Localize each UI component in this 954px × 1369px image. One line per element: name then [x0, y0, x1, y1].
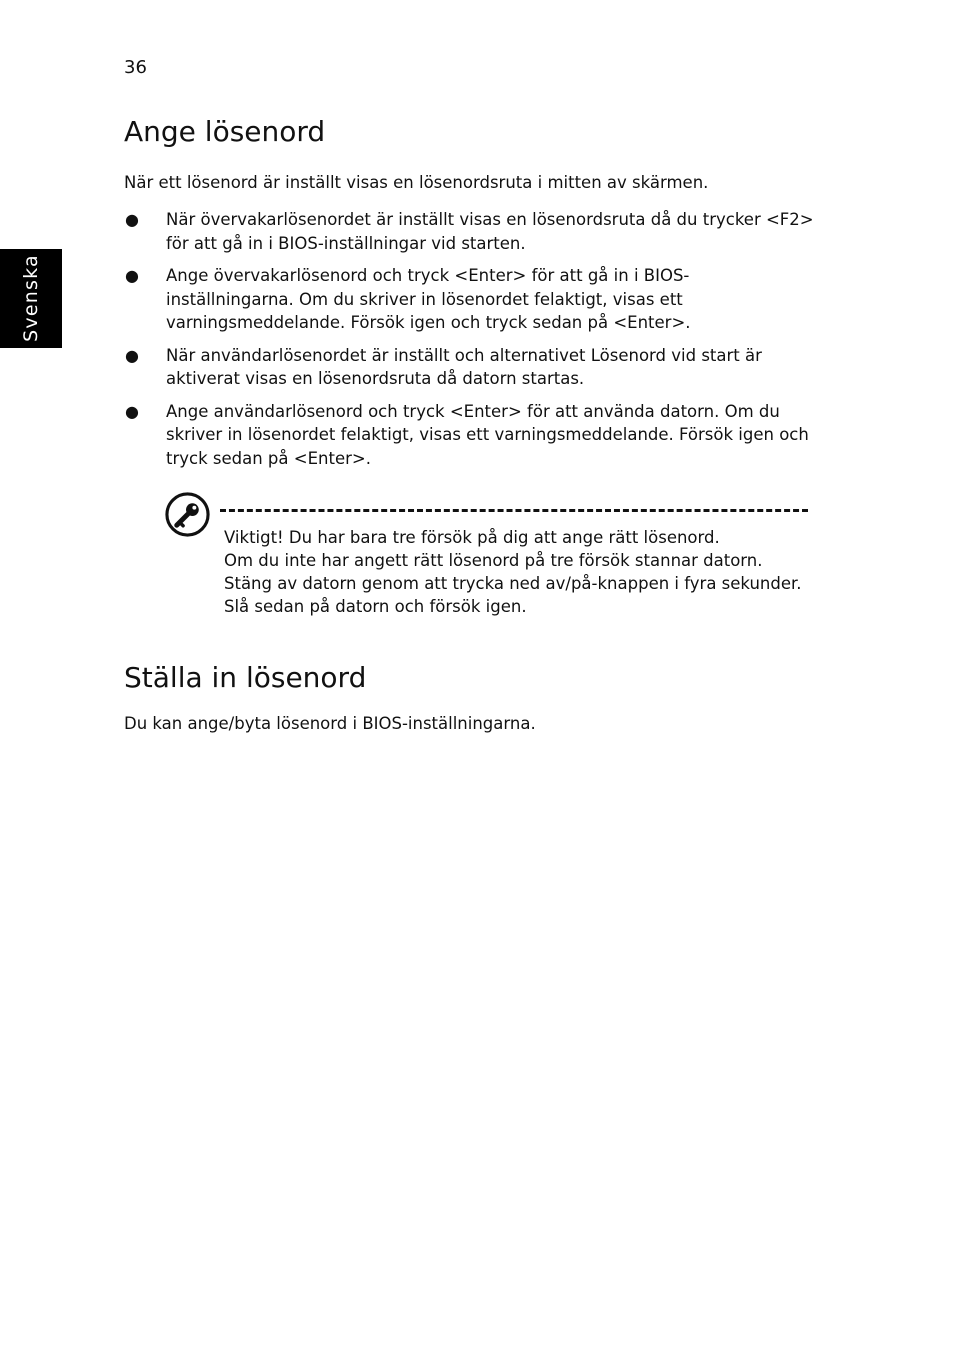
bullet-text: för att gå in i BIOS-inställningar vid starten. — [166, 233, 526, 253]
bullet-icon: ● — [125, 210, 139, 229]
section-stalla-in-losenord — [124, 660, 814, 735]
bullet-text: Ange användarlösenord och tryck — [166, 401, 450, 421]
list-item — [124, 264, 814, 335]
language-tab-label: Svenska — [20, 254, 42, 342]
note-divider — [220, 509, 808, 512]
section-text: Du kan ange/byta lösenord i BIOS-inställningarna. — [124, 714, 536, 733]
bullet-list — [124, 208, 814, 470]
note-line: Om du inte har angett rätt lösenord på tre försök stannar datorn. Stäng av datorn genom att trycka ned av/på-knappen i fyra sekunder. Slå sedan på datorn och försök igen. — [224, 551, 802, 616]
list-item — [124, 344, 814, 391]
key-icon — [164, 491, 211, 538]
key-label: <F2> — [765, 210, 814, 229]
section-title-stalla-in-losenord: Ställa in lösenord — [124, 661, 367, 694]
bullet-text: . — [685, 313, 691, 332]
list-item — [124, 208, 814, 255]
key-label: <Enter> — [293, 448, 366, 468]
bullet-text: När användarlösenordet är inställt och alternativet Lösenord vid start är aktiverat visas en lösenordsruta då datorn startas. — [166, 345, 762, 388]
list-item — [124, 400, 814, 471]
key-label: <Enter> — [613, 313, 686, 332]
page-content — [124, 114, 814, 735]
bullet-text: . — [365, 448, 371, 468]
bullet-text: Ange övervakarlösenord och tryck — [166, 266, 455, 285]
bullet-text: för att gå in i BIOS-inställningarna. Om du skriver in lösenordet felaktigt, visas ett varningsmeddelande. Försök igen och tryck sedan på — [166, 266, 690, 332]
note-text — [224, 526, 804, 618]
section-title-ange-losenord: Ange lösenord — [124, 115, 326, 148]
key-label: <Enter> — [449, 401, 522, 421]
bullet-icon: ● — [125, 345, 139, 365]
section-intro: När ett lösenord är inställt visas en lösenordsruta i mitten av skärmen. — [124, 173, 709, 192]
important-note — [124, 491, 814, 631]
note-label: Viktigt! — [224, 528, 284, 547]
bullet-icon: ● — [125, 266, 139, 285]
bullet-icon: ● — [125, 401, 139, 421]
key-label: <Enter> — [454, 266, 527, 285]
page-number: 36 — [124, 57, 147, 78]
note-line: Du har bara tre försök på dig att ange rätt lösenord. — [283, 528, 720, 547]
bullet-text: När övervakarlösenordet är inställt visas en lösenordsruta då du trycker — [166, 210, 766, 229]
bullet-text: för att använda datorn. Om du skriver in lösenordet felaktigt, visas ett varningsmeddelande. Försök igen och tryck sedan på — [166, 401, 809, 468]
language-tab — [0, 249, 62, 348]
